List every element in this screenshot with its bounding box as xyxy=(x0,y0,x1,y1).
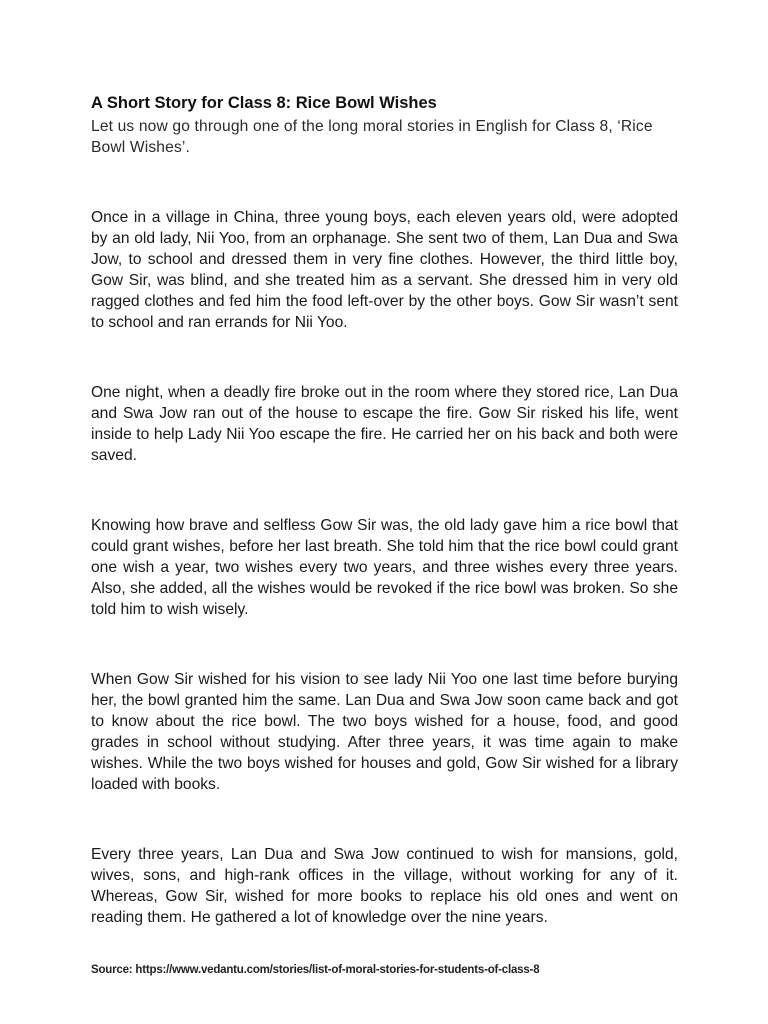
story-title: A Short Story for Class 8: Rice Bowl Wishes xyxy=(91,94,437,112)
story-paragraph-2: One night, when a deadly fire broke out in the room where they stored rice, Lan Dua and Swa Jow ran out of the house to escape the fire. Gow Sir risked his life, went inside to help Lady Nii Yoo escape the fire. He carried her on his back and both were saved. xyxy=(91,384,678,464)
story-paragraph-5: Every three years, Lan Dua and Swa Jow continued to wish for mansions, gold, wives, sons, and high-rank offices in the village, without working for any of it. Whereas, Gow Sir, wished for more books to replace his old ones and went on reading them. He gathered a lot of knowledge over the nine years. xyxy=(91,846,678,926)
document-body xyxy=(91,93,678,928)
story-paragraph-3: Knowing how brave and selfless Gow Sir was, the old lady gave him a rice bowl that could grant wishes, before her last breath. She told him that the rice bowl could grant one wish a year, two wishes every two years, and three wishes every three years. Also, she added, all the wishes would be revoked if the rice bowl was broken. So she told him to wish wisely. xyxy=(91,517,678,618)
source-citation: Source: https://www.vedantu.com/stories/list-of-moral-stories-for-students-of-class-8 xyxy=(91,964,540,976)
intro-paragraph: Let us now go through one of the long moral stories in English for Class 8, ‘Rice Bowl Wishes’. xyxy=(91,118,653,156)
story-paragraph-1: Once in a village in China, three young boys, each eleven years old, were adopted by an old lady, Nii Yoo, from an orphanage. She sent two of them, Lan Dua and Swa Jow, to school and dressed them in very fine clothes. However, the third little boy, Gow Sir, was blind, and she treated him as a servant. She dressed him in very old ragged clothes and fed him the food left-over by the other boys. Gow Sir wasn’t sent to school and ran errands for Nii Yoo. xyxy=(91,209,678,331)
story-paragraph-4: When Gow Sir wished for his vision to see lady Nii Yoo one last time before burying her, the bowl granted him the same. Lan Dua and Swa Jow soon came back and got to know about the rice bowl. The two boys wished for a house, food, and good grades in school without studying. After three years, it was time again to make wishes. While the two boys wished for houses and gold, Gow Sir wished for a library loaded with books. xyxy=(91,671,678,793)
